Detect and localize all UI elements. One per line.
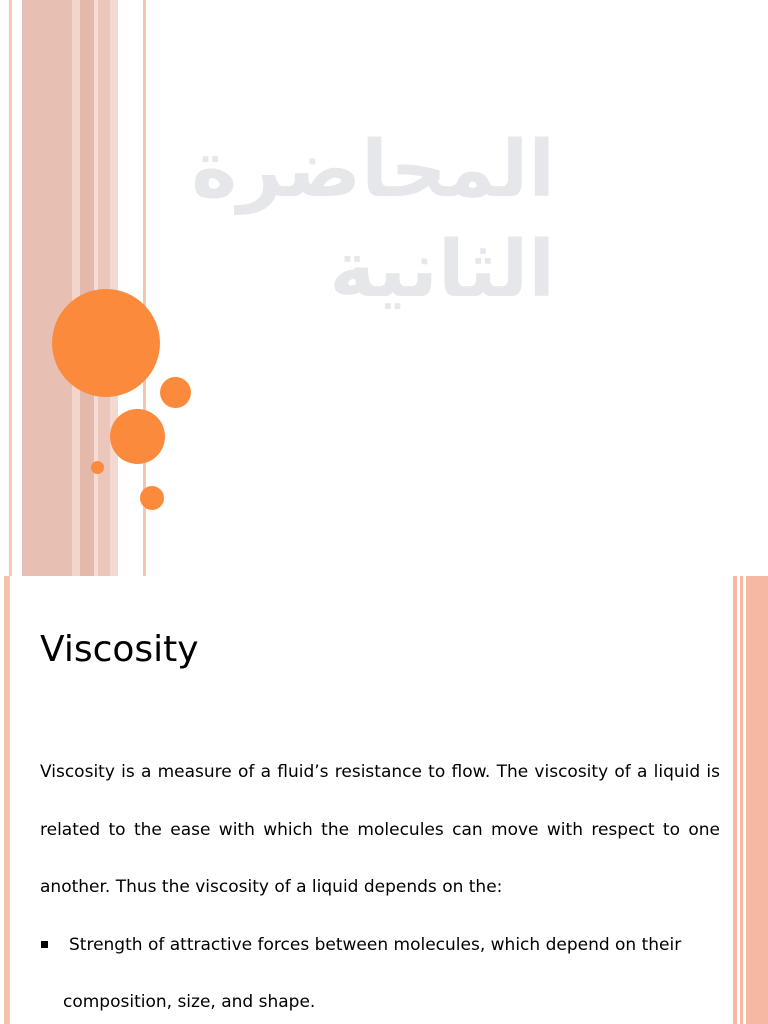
decor-stripe <box>72 0 80 576</box>
decor-stripe <box>9 0 12 576</box>
body-paragraph: Viscosity is a measure of a fluid’s resistance to flow. The viscosity of a liquid is related to the ease with which the molecules can move with respect to one another. Thus the viscosity of a liquid depends on the: <box>40 762 720 897</box>
decor-stripe <box>733 576 737 1024</box>
decor-circle-small <box>160 377 191 408</box>
decor-stripe <box>80 0 94 576</box>
decor-stripe <box>746 576 768 1024</box>
decor-circle-medium <box>110 409 165 464</box>
decor-stripe <box>740 576 743 1024</box>
list-item-text: Strength of attractive forces between molecules, which depend on their composition, size, and shape. <box>63 934 682 1012</box>
slide-body <box>40 744 720 1024</box>
decor-circle-large <box>52 289 160 397</box>
decor-stripe <box>110 0 118 576</box>
decor-stripe <box>98 0 110 576</box>
decor-circle-tiny <box>91 461 104 474</box>
decor-stripe <box>22 0 72 576</box>
lecture-title: المحاضرة الثانية <box>191 125 555 315</box>
square-bullet-icon <box>41 941 48 948</box>
content-slide <box>0 576 768 1024</box>
slide-title: Viscosity <box>40 629 199 670</box>
list-item <box>40 917 720 1024</box>
decor-circle-small <box>140 486 164 510</box>
bullet-list <box>40 917 720 1024</box>
decor-stripe <box>4 576 10 1024</box>
